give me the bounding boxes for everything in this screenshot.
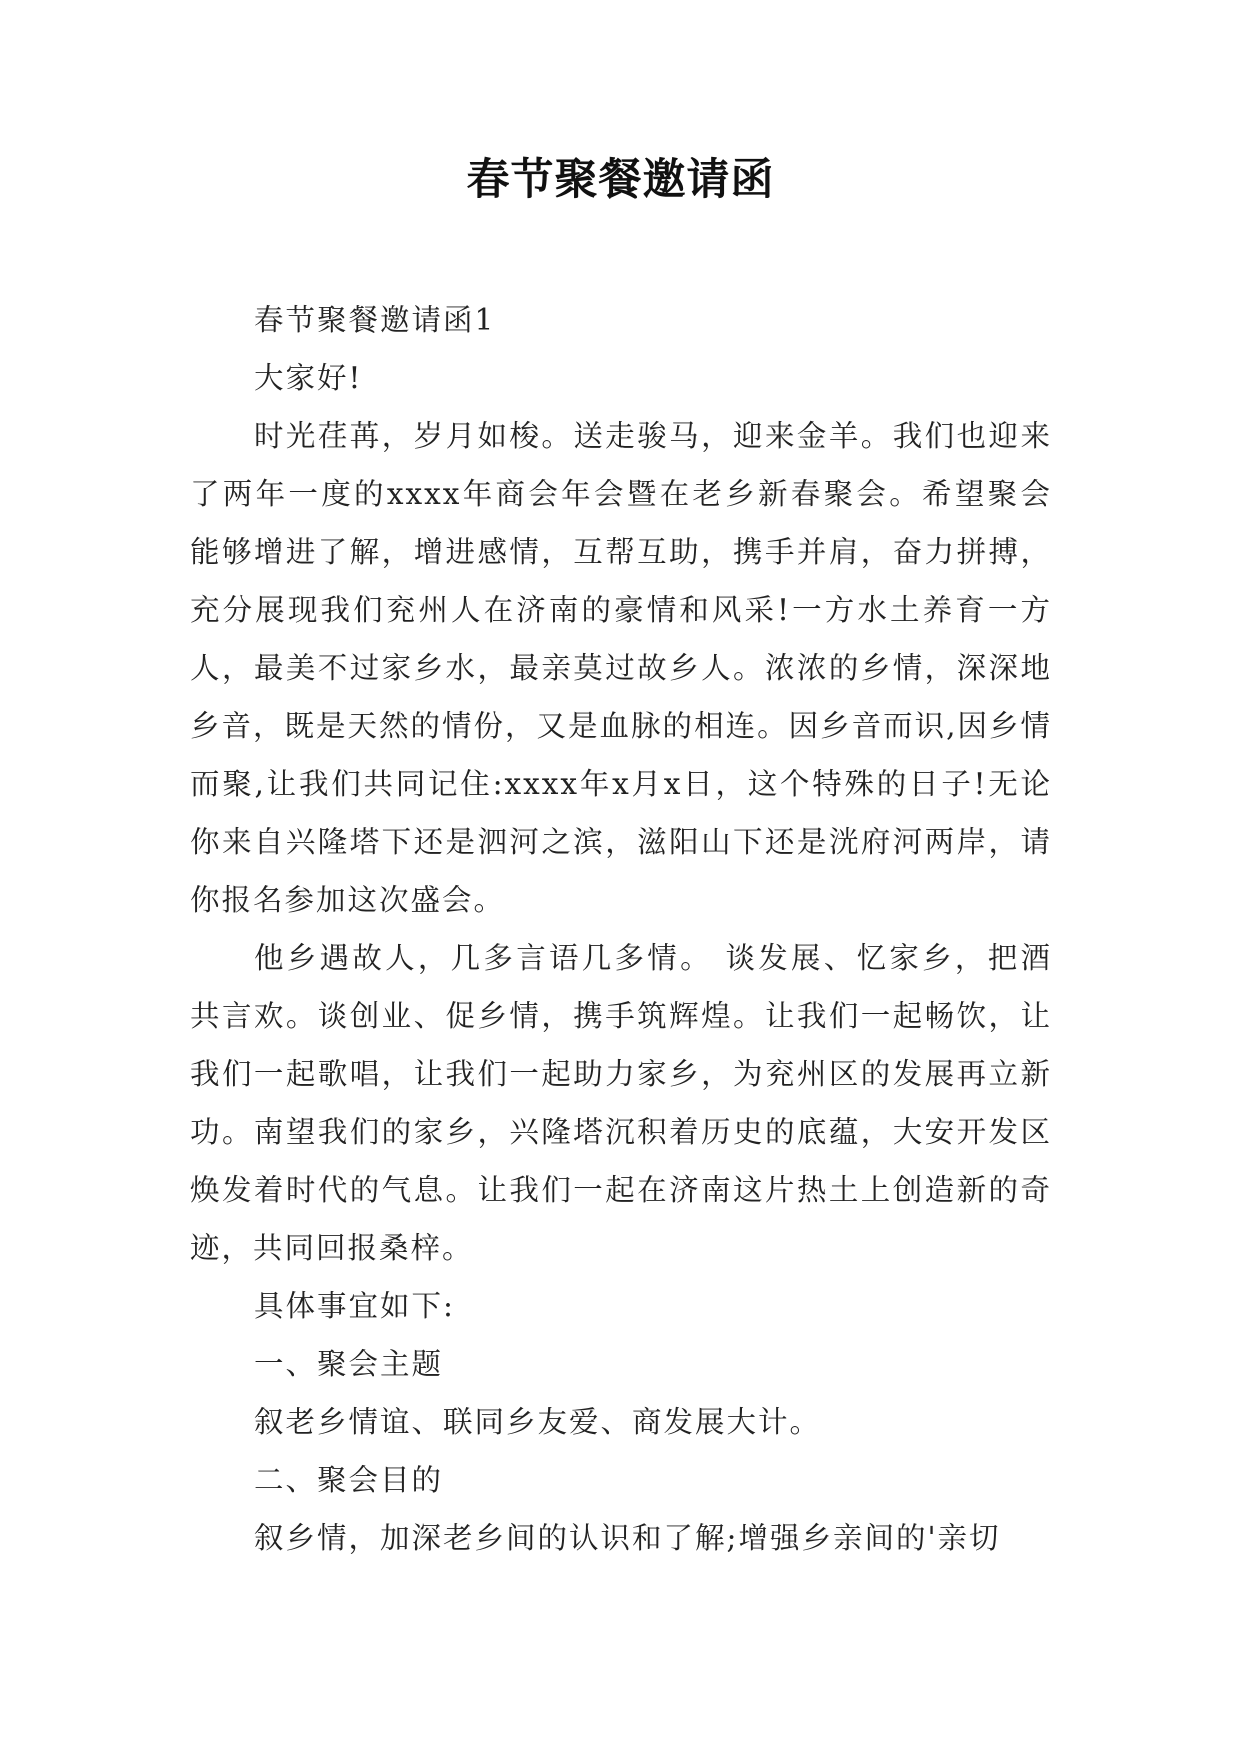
details-intro: 具体事宜如下: (254, 1289, 455, 1323)
section-heading: 春节聚餐邀请函1 (254, 303, 496, 337)
item-text: 叙老乡情谊、联同乡友爱、商发展大计。 (254, 1405, 822, 1439)
body-paragraph: 他乡遇故人，几多言语几多情。 谈发展、忆家乡，把酒共言欢。谈创业、促乡情，携手筑辉煌。让我们一起畅饮，让我们一起歌唱，让我们一起助力家乡，为兖州区的发展再立新功。南望我们的家乡，兴隆塔沉积着历史的底蕴，大安开发区焕发着时代的气息。让我们一起在济南这片热土上创造新的奇迹，共同回报桑梓。 (190, 941, 1052, 1265)
body-paragraph: 时光荏苒，岁月如梭。送走骏马，迎来金羊。我们也迎来了两年一度的xxxx年商会年会暨在老乡新春聚会。希望聚会能够增进了解，增进感情，互帮互助，携手并肩，奋力拼搏，充分展现我们兖州人在济南的豪情和风采!一方水土养育一方人，最美不过家乡水，最亲莫过故乡人。浓浓的乡情，深深地乡音，既是天然的情份，又是血脉的相连。因乡音而识,因乡情而聚,让我们共同记住:xxxx年x月x日，这个特殊的日子!无论你来自兴隆塔下还是泗河之滨，滋阳山下还是洸府河两岸，请你报名参加这次盛会。 (190, 419, 1052, 917)
document-body (190, 291, 1052, 1567)
greeting: 大家好! (254, 361, 363, 395)
document-title: 春节聚餐邀请函 (466, 155, 775, 205)
item-heading: 二、聚会目的 (254, 1463, 444, 1497)
item-text: 叙乡情，加深老乡间的认识和了解;增强乡亲间的'亲切 (254, 1521, 1001, 1555)
item-heading: 一、聚会主题 (254, 1347, 444, 1381)
